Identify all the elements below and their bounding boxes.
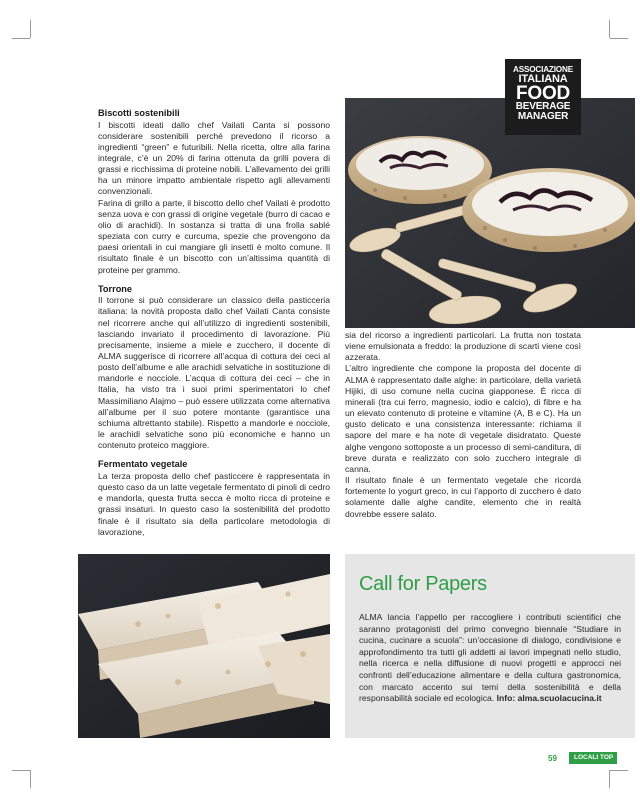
call-for-papers-box — [345, 554, 635, 738]
crop-mark — [30, 770, 31, 788]
logo-line: ASSOCIAZIONE — [513, 65, 573, 74]
logo-line: ITALIANA — [518, 73, 568, 85]
paragraph: sia del ricorso a ingredienti particolari. La frutta non tostata viene emulsionata a freddo: la produzione di scarti viene così azzerata. — [345, 330, 581, 363]
logo-line: BEVERAGE — [515, 101, 571, 112]
crop-mark — [12, 770, 30, 771]
call-for-papers-text: ALMA lancia l’appello per raccogliere i contributi scientifici che saranno protagonisti del primo convegno biennale “Studiare in cucina, cucinare a scuola”: un’occasione di dialogo, condivisione e approfondimento tra tutti gli addetti ai lavori impegnati nello studio, nella ricerca e nella diffusione di nuovi progetti e approcci nei confronti dell’educazione alimentare e della cultura gastronomica, con marcato accento sui temi della sostenibilità e della responsabilità sociale ed ecologica. — [359, 612, 621, 704]
crop-mark — [610, 38, 628, 39]
paragraph: La terza proposta dello chef pasticcere è rappresentata in questo caso da un latte vegetale fermentato di pinoli di cedro e mandorla, questa frutta secca è molto ricca di proteine e grassi insaturi. In questo caso la sostenibilità del prodotto finale è il risultato sia della particolare metodologia di lavorazione, — [98, 470, 330, 537]
heading-torrone: Torrone — [98, 283, 133, 294]
right-text-column — [345, 330, 581, 520]
left-text-column — [98, 108, 330, 538]
paragraph: I biscotti ideati dallo chef Vailati Canta si possono considerare sostenibili perché prevedono il ricorso a ingredienti “green” e futuribili. Nella ricetta, oltre alla farina integrale, c’è un 20% di farina ottenuta da grilli povera di grassi e ricchissima di proteine nobili. L’allevamento dei grilli ha un minore impatto ambientale rispetto agli allevamenti convenzionali. — [98, 119, 330, 197]
logo-line: MANAGER — [517, 111, 569, 122]
crop-mark — [12, 38, 30, 39]
logo-line: FOOD — [515, 83, 571, 104]
call-for-papers-body — [359, 612, 621, 705]
paragraph: L’altro ingrediente che compone la proposta del docente di ALMA è rappresentato dalle alghe: in particolare, della varietà Hijiki, di uso comune nella cucina giapponese. È ricca di minerali (tra cui ferro, magnesio, iodio e calcio), di fibre e ha un elevato contenuto di proteine e vitamine (A, B e C). Ha un gusto delicato e una consistenza interessante: richiama il sapore del mare e ha note di vegetale disidratato. Queste alghe vengono sottoposte a un processo di semi-canditura, di breve durata e realizzato con solo zucchero integrale di canna. — [345, 363, 581, 474]
photo-yogurt-bowls — [345, 98, 635, 328]
heading-fermentato: Fermentato vegetale — [98, 459, 188, 470]
call-for-papers-title: Call for Papers — [359, 573, 487, 595]
crop-mark — [609, 20, 610, 38]
crop-mark — [609, 770, 610, 788]
page-number: 59 — [548, 754, 557, 763]
call-for-papers-info-link[interactable]: Info: alma.scuolacucina.it — [496, 693, 602, 704]
crop-mark — [610, 770, 628, 771]
paragraph: Il torrone si può considerare un classico della pasticceria italiana: la novità proposta dallo chef Vailati Canta consiste nel ricorrere anche qui all’utilizzo di ingredienti sostenibili, lasciando invariato il procedimento di lavorazione. Più precisamente, insieme a miele e zucchero, il docente di ALMA suggerisce di ricorrere all’acqua di cottura dei ceci al posto dell’albume e alle arachidi selvatiche in sostituzione di mandorle e nocciole. L’acqua di cottura dei ceci – che in Italia, ha visto tra i suoi primi sperimentatori lo chef Massimiliano Alajmo – può essere utilizzata come alternativa all’albume per il suo potere montante (garantisce una schiuma altrettanto stabile). Rispetto a mandorle e nocciole, le arachidi selvatiche sono più economiche e hanno un contenuto proteico maggiore. — [98, 295, 330, 451]
heading-biscotti: Biscotti sostenibili — [98, 108, 180, 118]
association-logo — [505, 59, 581, 135]
paragraph: Farina di grillo a parte, il biscotto dello chef Vailati è prodotto senza uova e con grassi di origine vegetale (burro di cacao e olio di arachidi). In sostanza si tratta di una frolla sablé speziata con curry e curcuma, spezie che provengono da paesi orientali in cui mangiare gli insetti è molto comune. Il risultato finale è un biscotto con un’altissima quantità di proteine per grammo. — [98, 197, 330, 275]
section-tag: LOCALI TOP — [569, 752, 617, 764]
crop-mark — [30, 20, 31, 38]
photo-torrone — [78, 554, 330, 738]
paragraph: Il risultato finale è un fermentato vegetale che ricorda fortemente lo yogurt greco, in cui l’apporto di zucchero è dato solamente dalle alghe candite, elemento che in realtà dovrebbe essere salato. — [345, 475, 581, 519]
